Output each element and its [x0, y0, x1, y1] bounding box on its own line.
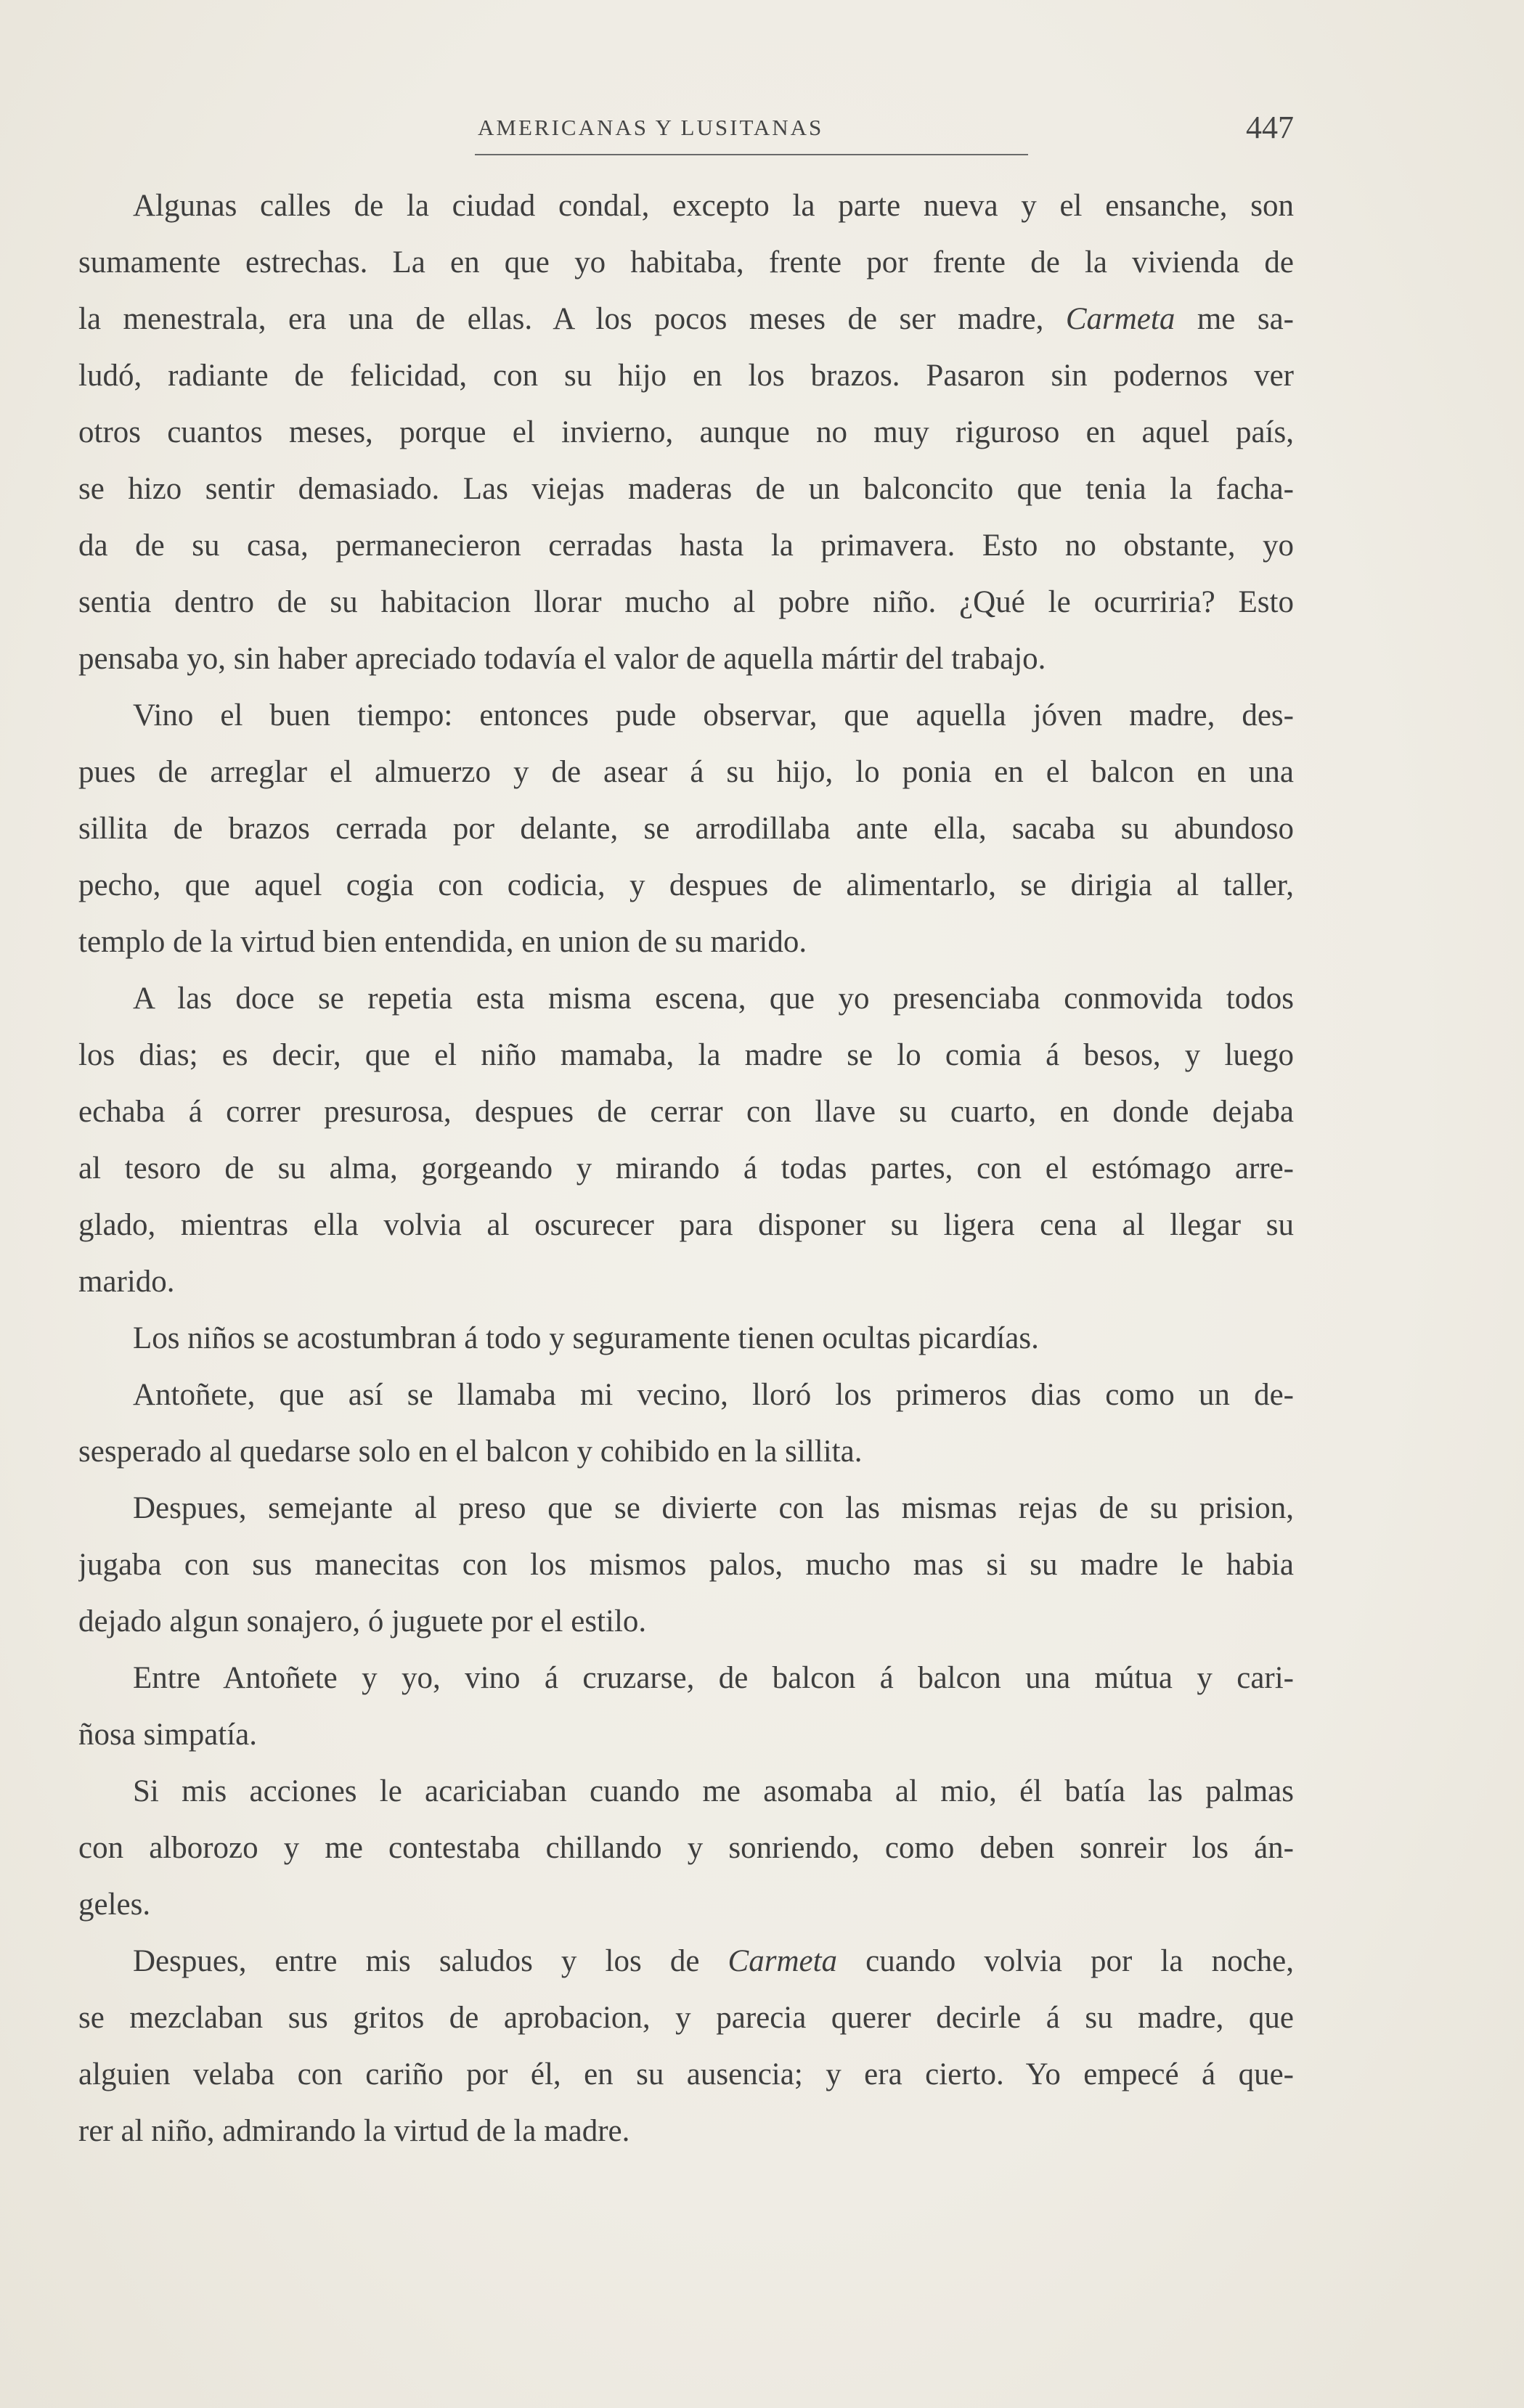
text-line: [78, 1877, 1294, 1933]
line-text: A las doce se repetia esta misma escena, que yo presenciaba conmovida todos: [133, 981, 1294, 1016]
text-line: [78, 1254, 1294, 1310]
text-line: [78, 518, 1294, 574]
text-line: [78, 857, 1294, 914]
line-text: se mezclaban sus gritos de aprobacion, y parecia querer decirle á su madre, que: [78, 2001, 1294, 2035]
text-line: [78, 687, 1294, 744]
line-text: la menestrala, era una de ellas. A los pocos meses de ser madre,: [78, 302, 1066, 336]
text-line: [78, 631, 1294, 687]
text-line: [78, 2046, 1294, 2103]
line-text: echaba á correr presurosa, despues de cerrar con llave su cuarto, en donde dejaba: [78, 1095, 1294, 1129]
line-text: Si mis acciones le acariciaban cuando me asomaba al mio, él batía las palmas: [133, 1774, 1294, 1808]
line-text: se hizo sentir demasiado. Las viejas maderas de un balconcito que tenia la facha-: [78, 472, 1294, 506]
line-text: sumamente estrechas. La en que yo habitaba, frente por frente de la vivienda de: [78, 245, 1294, 279]
line-text: Antoñete, que así se llamaba mi vecino, lloró los primeros dias como un de-: [133, 1378, 1294, 1412]
line-text: ñosa simpatía.: [78, 1718, 258, 1752]
line-text: los dias; es decir, que el niño mamaba, la madre se lo comia á besos, y luego: [78, 1038, 1294, 1072]
text-line: [78, 914, 1294, 971]
line-text: dejado algun sonajero, ó juguete por el estilo.: [78, 1604, 647, 1638]
text-line: [78, 1707, 1294, 1763]
body-text: [78, 178, 1294, 2160]
text-line: [78, 178, 1294, 234]
line-text: Los niños se acostumbran á todo y seguramente tienen ocultas picardías.: [133, 1321, 1039, 1355]
page-number: 447: [1246, 110, 1294, 145]
line-text: rer al niño, admirando la virtud de la madre.: [78, 2114, 630, 2148]
line-text: da de su casa, permanecieron cerradas hasta la primavera. Esto no obstante, yo: [78, 528, 1294, 563]
line-text: Despues, entre mis saludos y los de: [133, 1944, 728, 1978]
line-text: Vino el buen tiempo: entonces pude observar, que aquella jóven madre, des-: [133, 698, 1294, 732]
running-title: AMERICANAS Y LUSITANAS: [478, 115, 824, 140]
text-line: [78, 1537, 1294, 1593]
line-text: sentia dentro de su habitacion llorar mucho al pobre niño. ¿Qué le ocurriria? Esto: [78, 585, 1294, 619]
running-head: [78, 107, 1294, 158]
text-line: [78, 291, 1294, 348]
text-line: [78, 1197, 1294, 1254]
header-rule: [475, 154, 1028, 155]
line-text: templo de la virtud bien entendida, en union de su marido.: [78, 925, 807, 959]
text-line: [78, 801, 1294, 857]
text-line: [78, 1140, 1294, 1197]
text-line: [78, 1593, 1294, 1650]
text-line: [78, 2103, 1294, 2160]
line-text: pues de arreglar el almuerzo y de asear á su hijo, lo ponia en el balcon en una: [78, 755, 1294, 789]
text-line: [78, 1310, 1294, 1367]
text-line: [78, 1424, 1294, 1480]
line-text: ludó, radiante de felicidad, con su hijo en los brazos. Pasaron sin podernos ver: [78, 359, 1294, 393]
text-line: [78, 1084, 1294, 1140]
text-line: [78, 1027, 1294, 1084]
line-text: sesperado al quedarse solo en el balcon y cohibido en la sillita.: [78, 1434, 863, 1469]
text-line: [78, 404, 1294, 461]
text-line: [78, 348, 1294, 404]
text-line: [78, 1367, 1294, 1424]
line-text: geles.: [78, 1887, 151, 1922]
italic-name: Carmeta: [1065, 302, 1175, 336]
line-text-tail: me sa-: [1175, 302, 1294, 336]
text-line: [78, 1820, 1294, 1877]
line-text: pecho, que aquel cogia con codicia, y despues de alimentarlo, se dirigia al taller,: [78, 868, 1294, 902]
text-line: [78, 971, 1294, 1027]
line-text: Algunas calles de la ciudad condal, excepto la parte nueva y el ensanche, son: [133, 189, 1294, 223]
italic-name: Carmeta: [728, 1944, 838, 1978]
line-text-tail: cuando volvia por la noche,: [837, 1944, 1294, 1978]
text-line: [78, 574, 1294, 631]
text-line: [78, 461, 1294, 518]
line-text: alguien velaba con cariño por él, en su ausencia; y era cierto. Yo empecé á que-: [78, 2057, 1294, 2091]
text-line: [78, 1650, 1294, 1707]
text-line: [78, 234, 1294, 291]
line-text: con alborozo y me contestaba chillando y sonriendo, como deben sonreir los án-: [78, 1831, 1294, 1865]
line-text: sillita de brazos cerrada por delante, se arrodillaba ante ella, sacaba su abundoso: [78, 812, 1294, 846]
text-line: [78, 1480, 1294, 1537]
line-text: Entre Antoñete y yo, vino á cruzarse, de balcon á balcon una mútua y cari-: [133, 1661, 1294, 1695]
line-text: Despues, semejante al preso que se divierte con las mismas rejas de su prision,: [133, 1491, 1294, 1525]
line-text: otros cuantos meses, porque el invierno, aunque no muy riguroso en aquel país,: [78, 415, 1294, 449]
line-text: marido.: [78, 1265, 175, 1299]
text-line: [78, 1933, 1294, 1990]
line-text: jugaba con sus manecitas con los mismos palos, mucho mas si su madre le habia: [78, 1548, 1294, 1582]
line-text: glado, mientras ella volvia al oscurecer para disponer su ligera cena al llegar su: [78, 1208, 1294, 1242]
text-line: [78, 744, 1294, 801]
line-text: al tesoro de su alma, gorgeando y mirando á todas partes, con el estómago arre-: [78, 1151, 1294, 1185]
line-text: pensaba yo, sin haber apreciado todavía el valor de aquella mártir del trabajo.: [78, 642, 1046, 676]
text-line: [78, 1763, 1294, 1820]
text-line: [78, 1990, 1294, 2046]
